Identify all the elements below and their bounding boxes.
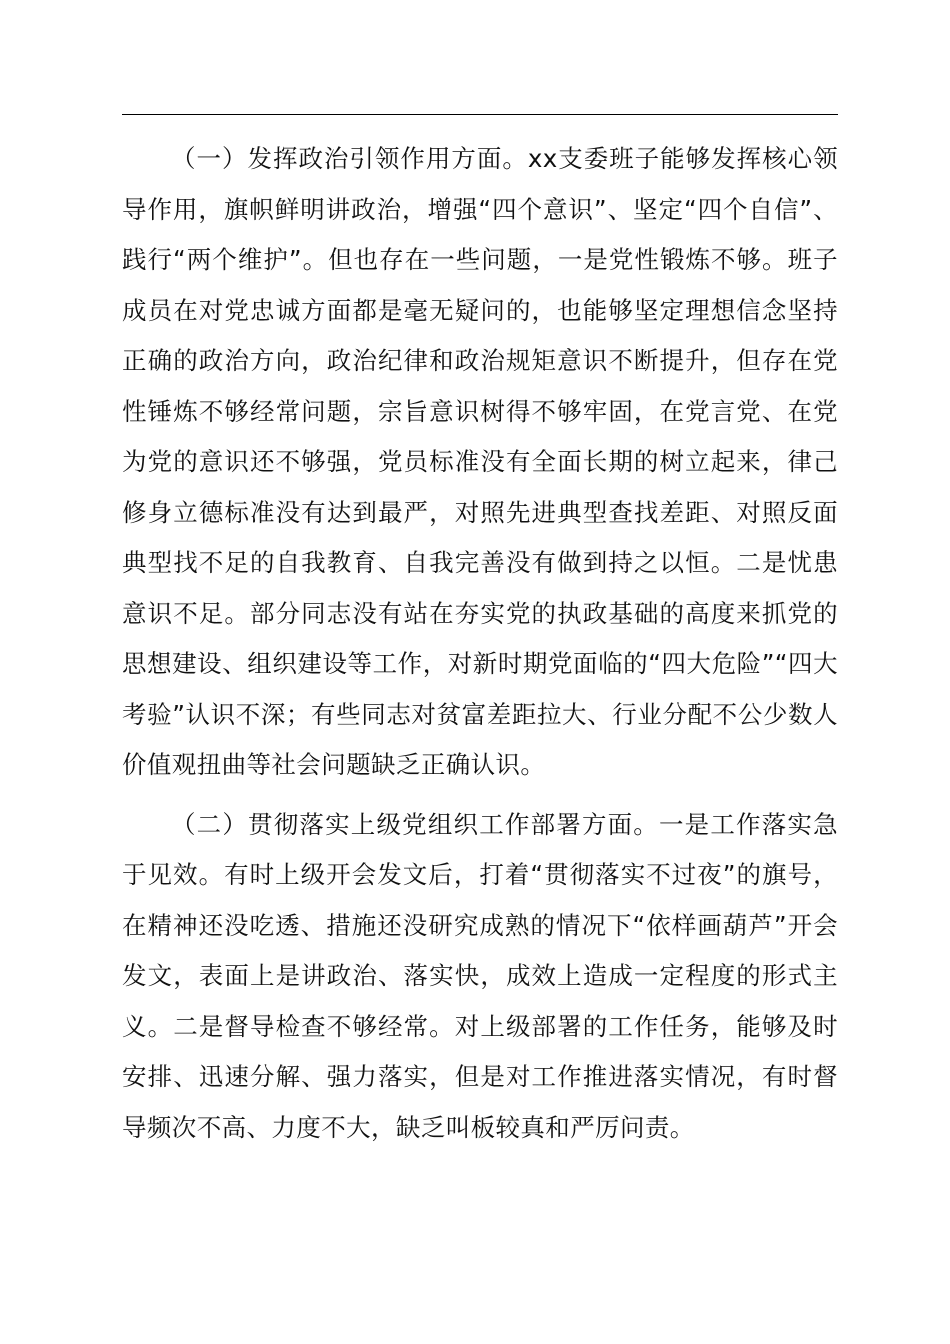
- paragraph-political-leadership: （一）发挥政治引领作用方面。xx支委班子能够发挥核心领导作用，旗帜鲜明讲政治，增强“四个意识”、坚定“四个自信”、践行“两个维护”。但也存在一些问题，一是党性锻炼不够。班子成员在对党忠诚方面都是毫无疑问的，也能够坚定理想信念坚持正确的政治方向，政治纪律和政治规矩意识不断提升，但存在党性锤炼不够经常问题，宗旨意识树得不够牢固，在党言党、在党为党的意识还不够强，党员标准没有全面长期的树立起来，律己修身立德标准没有达到最严，对照先进典型查找差距、对照反面典型找不足的自我教育、自我完善没有做到持之以恒。二是忧患意识不足。部分同志没有站在夯实党的执政基础的高度来抓党的思想建设、组织建设等工作，对新时期党面临的“四大危险”“四大考验”认识不深；有些同志对贫富差距拉大、行业分配不公少数人价值观扭曲等社会问题缺乏正确认识。: [122, 144, 838, 779]
- header-divider: [122, 114, 838, 115]
- paragraph-implementation: （二）贯彻落实上级党组织工作部署方面。一是工作落实急于见效。有时上级开会发文后，打着“贯彻落实不过夜”的旗号，在精神还没吃透、措施还没研究成熟的情况下“依样画葫芦”开会发文，表面上是讲政治、落实快，成效上造成一定程度的形式主义。二是督导检查不够经常。对上级部署的工作任务，能够及时安排、迅速分解、强力落实，但是对工作推进落实情况，有时督导频次不高、力度不大，缺乏叫板较真和严厉问责。: [122, 809, 838, 1142]
- document-body: [122, 134, 838, 1153]
